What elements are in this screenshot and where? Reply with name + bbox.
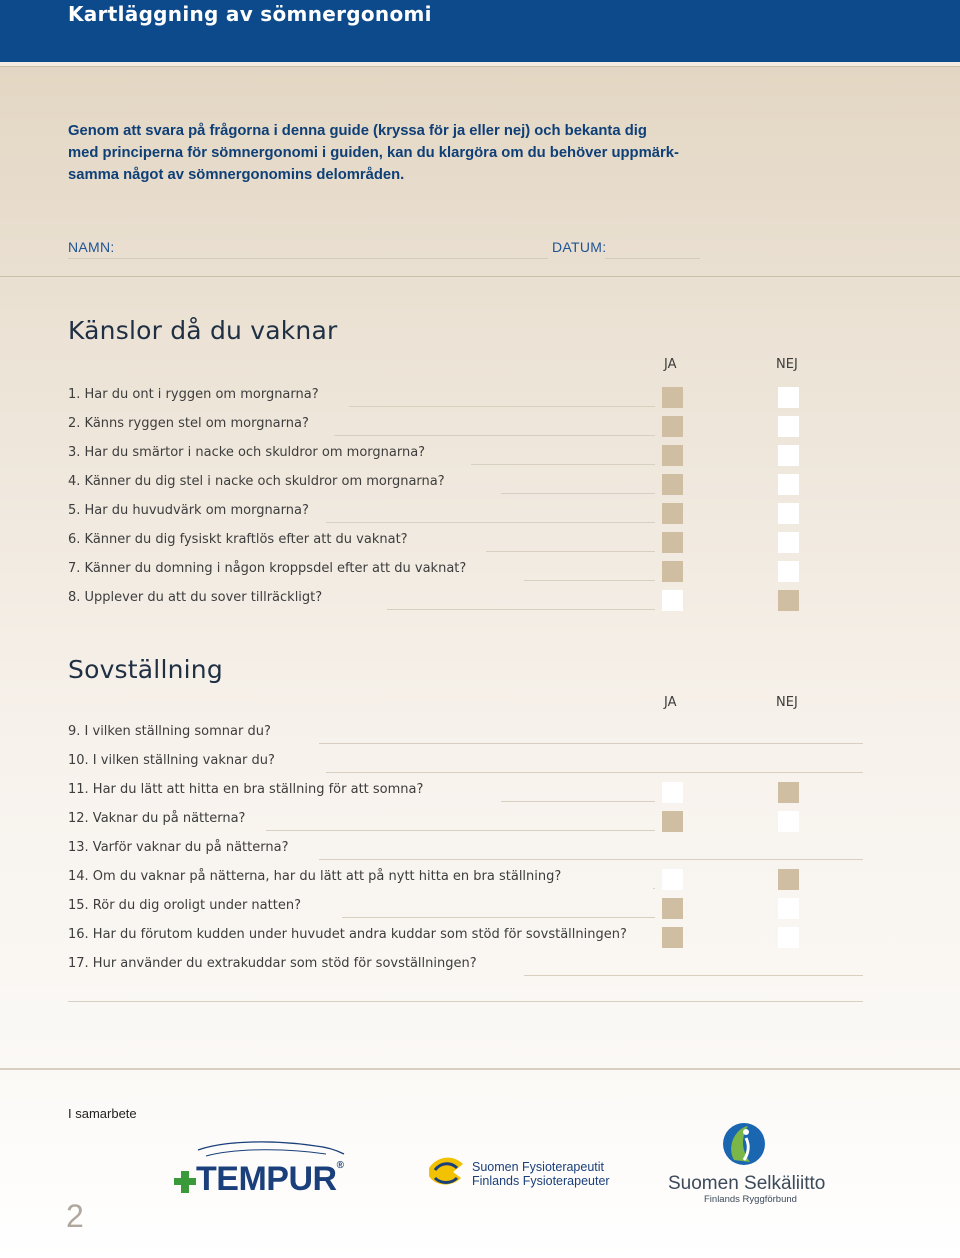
answer-line: [334, 435, 655, 436]
checkbox-yes[interactable]: [662, 416, 683, 437]
checkbox-no[interactable]: [778, 561, 799, 582]
checkbox-yes[interactable]: [662, 474, 683, 495]
question-text: 10. I vilken ställning vaknar du?: [68, 753, 275, 768]
name-field[interactable]: [68, 258, 548, 259]
question-text: 15. Rör du dig oroligt under natten?: [68, 898, 301, 913]
question-text: 9. I vilken ställning somnar du?: [68, 724, 271, 739]
question-text: 13. Varför vaknar du på nätterna?: [68, 840, 289, 855]
page-number: 2: [66, 1198, 84, 1234]
question-text: 5. Har du huvudvärk om morgnarna?: [68, 503, 309, 518]
answer-line: [501, 801, 655, 802]
checkbox-yes[interactable]: [662, 927, 683, 948]
header-divider: [0, 62, 960, 67]
question-text: 2. Känns ryggen stel om morgnarna?: [68, 416, 309, 431]
answer-line: [387, 609, 655, 610]
fysio-logo-icon: [423, 1148, 469, 1194]
col-head-no: NEJ: [776, 695, 798, 710]
answer-line: [524, 580, 655, 581]
answer-line[interactable]: [319, 859, 863, 860]
checkbox-yes[interactable]: [662, 532, 683, 553]
date-label: DATUM:: [552, 239, 607, 255]
selkaliitto-logo-icon: [722, 1120, 768, 1170]
section-title-sleep-position: Sovställning: [68, 655, 223, 684]
question-text: 6. Känner du dig fysiskt kraftlös efter att du vaknat?: [68, 532, 408, 547]
checkbox-no[interactable]: [778, 811, 799, 832]
answer-line[interactable]: [524, 975, 863, 976]
question-text: 4. Känner du dig stel i nacke och skuldror om morgnarna?: [68, 474, 445, 489]
answer-line: [471, 464, 655, 465]
checkbox-yes[interactable]: [662, 782, 683, 803]
col-head-yes: JA: [664, 695, 677, 710]
checkbox-yes[interactable]: [662, 898, 683, 919]
answer-line: [501, 493, 655, 494]
question-text: 1. Har du ont i ryggen om morgnarna?: [68, 387, 319, 402]
answer-line: [326, 522, 655, 523]
section-divider: [0, 276, 960, 277]
question-text: 12. Vaknar du på nätterna?: [68, 811, 246, 826]
answer-line: [266, 830, 655, 831]
fysio-wordmark: Suomen Fysioterapeutit Finlands Fysioterapeuter: [472, 1160, 610, 1188]
answer-line[interactable]: [319, 743, 863, 744]
selkaliitto-subtitle: Finlands Ryggförbund: [704, 1194, 797, 1205]
date-field[interactable]: [605, 258, 700, 259]
checkbox-no[interactable]: [778, 590, 799, 611]
answer-line: [342, 917, 655, 918]
question-text: 16. Har du förutom kudden under huvudet andra kuddar som stöd för sovställningen?: [68, 927, 627, 942]
checkbox-no[interactable]: [778, 782, 799, 803]
tempur-wordmark: TEMPUR®: [196, 1160, 344, 1198]
answer-line: [653, 888, 655, 889]
checkbox-yes[interactable]: [662, 445, 683, 466]
checkbox-yes[interactable]: [662, 561, 683, 582]
answer-line: [349, 406, 655, 407]
intro-paragraph: [68, 120, 748, 186]
footer-divider: [0, 1068, 960, 1070]
intro-line: Genom att svara på frågorna i denna guide (kryssa för ja eller nej) och bekanta dig: [68, 123, 647, 139]
page-title: Kartläggning av sömnergonomi: [68, 2, 432, 26]
answer-line[interactable]: [326, 772, 863, 773]
intro-line: samma något av sömnergonomins delområden.: [68, 167, 405, 183]
question-text: 8. Upplever du att du sover tillräckligt?: [68, 590, 323, 605]
checkbox-no[interactable]: [778, 445, 799, 466]
checkbox-yes[interactable]: [662, 869, 683, 890]
question-text: 14. Om du vaknar på nätterna, har du lätt att på nytt hitta en bra ställning?: [68, 869, 562, 884]
selkaliitto-wordmark: Suomen Selkäliitto: [668, 1173, 826, 1194]
col-head-yes: JA: [664, 357, 677, 372]
section-title-feelings: Känslor då du vaknar: [68, 316, 338, 345]
checkbox-no[interactable]: [778, 532, 799, 553]
name-label: NAMN:: [68, 239, 115, 255]
question-text: 17. Hur använder du extrakuddar som stöd för sovställningen?: [68, 956, 477, 971]
checkbox-no[interactable]: [778, 503, 799, 524]
question-text: 7. Känner du domning i någon kroppsdel efter att du vaknat?: [68, 561, 467, 576]
answer-line: [486, 551, 655, 552]
extra-answer-line[interactable]: [68, 1001, 863, 1002]
checkbox-yes[interactable]: [662, 503, 683, 524]
checkbox-yes[interactable]: [662, 811, 683, 832]
question-text: 11. Har du lätt att hitta en bra ställning för att somna?: [68, 782, 424, 797]
checkbox-no[interactable]: [778, 416, 799, 437]
checkbox-yes[interactable]: [662, 590, 683, 611]
checkbox-no[interactable]: [778, 474, 799, 495]
col-head-no: NEJ: [776, 357, 798, 372]
question-text: 3. Har du smärtor i nacke och skuldror om morgnarna?: [68, 445, 426, 460]
checkbox-no[interactable]: [778, 387, 799, 408]
checkbox-no[interactable]: [778, 898, 799, 919]
intro-line: med principerna för sömnergonomi i guiden, kan du klargöra om du behöver uppmärk-: [68, 145, 679, 161]
collab-label: I samarbete: [68, 1106, 137, 1121]
checkbox-no[interactable]: [778, 869, 799, 890]
checkbox-yes[interactable]: [662, 387, 683, 408]
checkbox-no[interactable]: [778, 927, 799, 948]
